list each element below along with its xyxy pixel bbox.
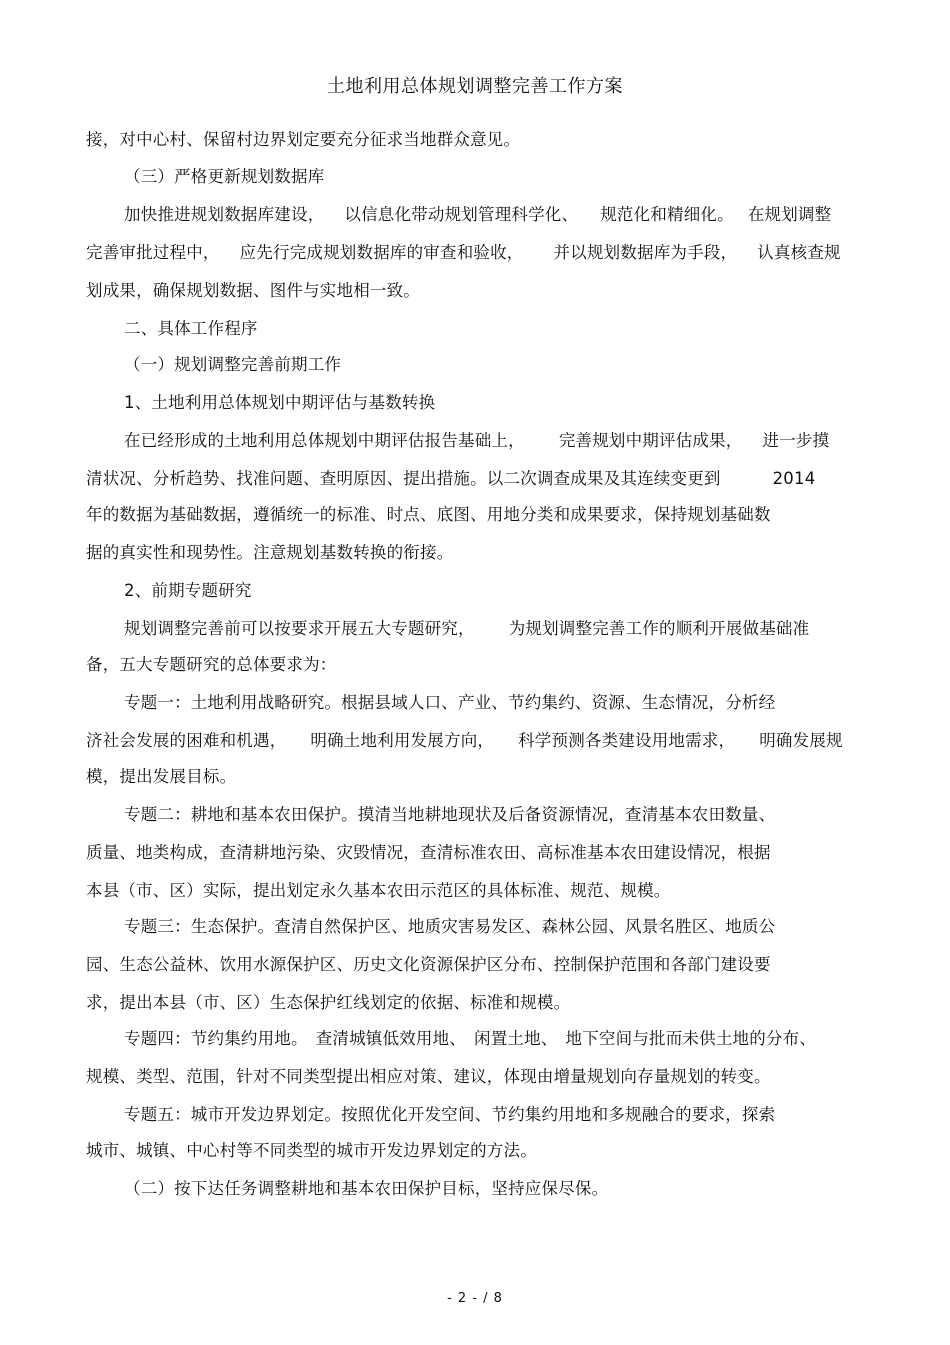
section-heading: 2、前期专题研究 <box>124 581 252 600</box>
text-segment: 为规划调整完善工作的顺利开展做基础准 <box>508 619 810 638</box>
paragraph-line: 模，提出发展目标。 <box>86 767 237 786</box>
text-segment: 2014 <box>772 469 816 488</box>
paragraph-line: 专题三：生态保护。查清自然保护区、地质灾害易发区、森林公园、风景名胜区、地质公 <box>124 917 776 936</box>
text-segment: 规划调整完善前可以按要求开展五大专题研究， <box>124 619 475 638</box>
paragraph-line: 本县（市、区）实际，提出划定永久基本农田示范区的具体标准、规范、规模。 <box>86 881 671 900</box>
paragraph-line: 年的数据为基础数据，遵循统一的标准、时点、底图、用地分类和成果要求，保持规划基础数 <box>86 505 771 524</box>
paragraph-line: 专题二：耕地和基本农田保护。摸清当地耕地现状及后备资源情况，查清基本农田数量、 <box>124 805 776 824</box>
paragraph-line <box>86 727 843 751</box>
text-segment: 应先行完成规划数据库的审查和验收， <box>239 243 524 262</box>
text-segment: 认真核查规 <box>757 243 841 262</box>
paragraph-line: 规模、类型、范围，针对不同类型提出相应对策、建议，体现由增量规划向存量规划的转变。 <box>86 1067 771 1086</box>
text-segment: 闲置土地、 <box>474 1029 558 1048</box>
paragraph-line: 专题一：土地利用战略研究。根据县域人口、产业、节约集约、资源、生态情况，分析经 <box>124 693 776 712</box>
text-segment: 明确土地利用发展方向， <box>310 731 495 750</box>
paragraph-line: 质量、地类构成，查清耕地污染、灾毁情况，查清标准农田、高标准基本农田建设情况，根据 <box>86 843 771 862</box>
page-number: - 2 - / 8 <box>447 1291 503 1306</box>
paragraph-line: 求，提出本县（市、区）生态保护红线划定的依据、标准和规模。 <box>86 993 571 1012</box>
text-segment: 规范化和精细化。 <box>600 205 734 224</box>
text-segment: 加快推进规划数据库建设， <box>124 205 325 224</box>
text-segment: 进一步摸 <box>762 431 830 450</box>
text-segment: 查清城镇低效用地、 <box>315 1029 467 1048</box>
section-heading: 1、土地利用总体规划中期评估与基数转换 <box>124 393 436 412</box>
paragraph-line <box>86 239 841 263</box>
section-heading: （二）按下达任务调整耕地和基本农田保护目标，坚持应保尽保。 <box>124 1179 609 1198</box>
paragraph-line <box>124 615 809 639</box>
text-segment: 并以规划数据库为手段， <box>553 243 738 262</box>
text-segment: 明确发展规 <box>759 731 843 750</box>
text-segment: 科学预测各类建设用地需求， <box>518 731 736 750</box>
text-segment: 地下空间与批而未供土地的分布、 <box>565 1029 817 1048</box>
text-segment: 在已经形成的土地利用总体规划中期评估报告基础上， <box>124 431 525 450</box>
paragraph-line: 据的真实性和现势性。注意规划基数转换的衔接。 <box>86 543 454 562</box>
text-segment: 完善审批过程中， <box>86 243 220 262</box>
paragraph-line <box>86 465 815 489</box>
paragraph-line: 专题五：城市开发边界划定。按照优化开发空间、节约集约用地和多规融合的要求，探索 <box>124 1105 776 1124</box>
page-title: 土地利用总体规划调整完善工作方案 <box>327 76 623 97</box>
paragraph-line: 划成果，确保规划数据、图件与实地相一致。 <box>86 281 420 300</box>
text-segment: 以信息化带动规划管理科学化、 <box>344 205 579 224</box>
paragraph-line <box>124 427 829 451</box>
paragraph-line: 城市、城镇、中心村等不同类型的城市开发边界划定的方法。 <box>86 1141 537 1160</box>
paragraph-line <box>124 1025 816 1049</box>
paragraph-line <box>124 201 831 225</box>
text-segment: 专题四：节约集约用地。 <box>124 1029 308 1048</box>
section-heading: （一）规划调整完善前期工作 <box>124 355 342 374</box>
text-segment: 完善规划中期评估成果， <box>558 431 743 450</box>
text-segment: 清状况、分析趋势、找准问题、查明原因、提出措施。以二次调查成果及其连续变更到 <box>86 469 721 488</box>
section-heading: 二、具体工作程序 <box>124 319 258 338</box>
paragraph-line: 园、生态公益林、饮用水源保护区、历史文化资源保护区分布、控制保护范围和各部门建设要 <box>86 955 771 974</box>
text-segment: 济社会发展的困难和机遇， <box>86 731 287 750</box>
text-segment: 在规划调整 <box>747 205 832 224</box>
paragraph-line: 备，五大专题研究的总体要求为： <box>86 655 337 674</box>
paragraph-line: 接，对中心村、保留村边界划定要充分征求当地群众意见。 <box>86 130 521 149</box>
section-heading: （三）严格更新规划数据库 <box>124 167 325 186</box>
